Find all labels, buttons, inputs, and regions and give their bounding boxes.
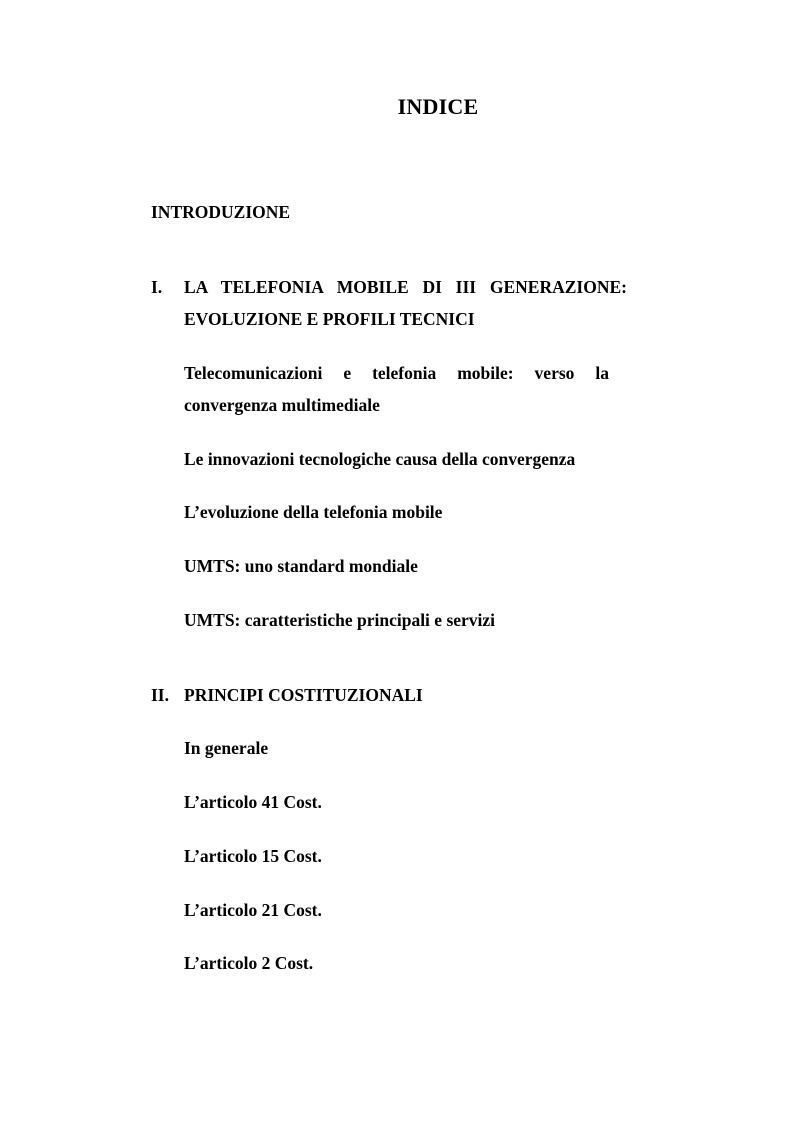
toc-section[interactable] xyxy=(184,550,418,582)
section-line: convergenza multimediale xyxy=(184,395,380,415)
section-line: Telecomunicazioni e telefonia mobile: verso la xyxy=(184,363,609,383)
section-line: UMTS: caratteristiche principali e servizi xyxy=(184,610,496,630)
toc-section[interactable] xyxy=(184,894,322,926)
toc-section[interactable] xyxy=(184,786,322,818)
chapter-title[interactable] xyxy=(184,679,627,711)
toc-section[interactable] xyxy=(184,947,313,979)
toc-section[interactable] xyxy=(184,732,268,764)
section-line: L’articolo 41 Cost. xyxy=(184,792,322,812)
section-line: UMTS: uno standard mondiale xyxy=(184,556,418,576)
chapter-title-line: EVOLUZIONE E PROFILI TECNICI xyxy=(184,309,475,329)
section-line: L’articolo 21 Cost. xyxy=(184,900,322,920)
chapter-title[interactable] xyxy=(184,271,627,335)
toc-introduction[interactable]: INTRODUZIONE xyxy=(151,202,291,222)
chapter-number: I. xyxy=(151,277,163,297)
chapter-title-line: PRINCIPI COSTITUZIONALI xyxy=(184,685,423,705)
section-line: L’articolo 15 Cost. xyxy=(184,846,322,866)
toc-section[interactable] xyxy=(184,604,495,636)
section-line: In generale xyxy=(184,738,269,758)
toc-section[interactable] xyxy=(184,443,575,475)
page-title: INDICE xyxy=(397,94,479,119)
toc-section[interactable] xyxy=(184,496,442,528)
chapter-title-line: LA TELEFONIA MOBILE DI III GENERAZIONE: xyxy=(184,277,627,297)
toc-section[interactable] xyxy=(184,357,609,421)
section-line: Le innovazioni tecnologiche causa della convergenza xyxy=(184,449,576,469)
chapter-number: II. xyxy=(151,685,169,705)
toc-section[interactable] xyxy=(184,840,322,872)
section-line: L’evoluzione della telefonia mobile xyxy=(184,502,443,522)
section-line: L’articolo 2 Cost. xyxy=(184,953,314,973)
